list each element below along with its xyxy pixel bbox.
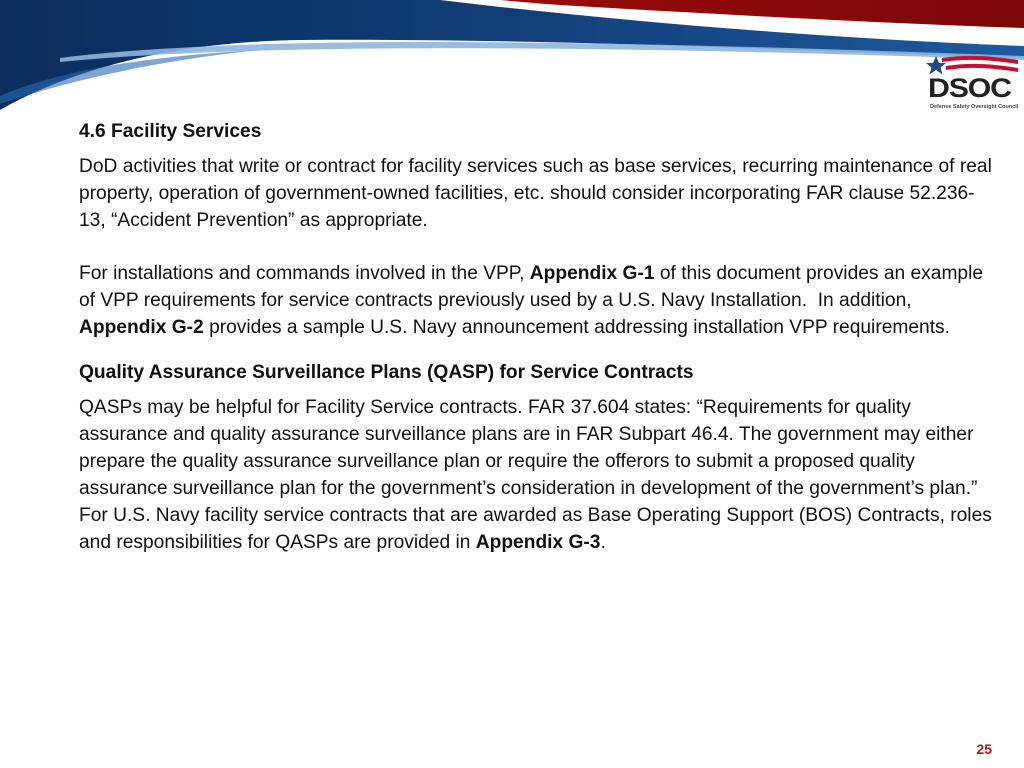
facility-services-paragraph: DoD activities that write or contract for facility services such as base services, recurring maintenance of real property, operation of government-owned facilities, etc. should consider incorporating FAR clause 52.236-13, “Accident Prevention” as appropriate.: [79, 156, 992, 231]
logo-text: DSOC: [928, 73, 1011, 103]
vpp-text-3: provides a sample U.S. Navy announcement addressing installation VPP requirements.: [203, 317, 950, 338]
vpp-text-2: of this document provides an example of VPP requirements for service contracts previously used by a U.S. Navy Installation. In addition,: [79, 263, 984, 311]
logo-subtitle: Defense Safety Oversight Council: [930, 104, 1019, 110]
appendix-g2-ref: Appendix G-2: [79, 317, 204, 338]
vpp-text-1: For installations and commands involved in the VPP,: [79, 263, 530, 284]
appendix-g1-ref: Appendix G-1: [529, 263, 655, 284]
qasp-text-2: .: [600, 532, 606, 553]
section-heading-qasp: Quality Assurance Surveillance Plans (QASP) for Service Contracts: [79, 362, 694, 383]
appendix-g3-ref: Appendix G-3: [475, 532, 601, 553]
header-banner: [0, 0, 1024, 120]
qasp-text-1: QASPs may be helpful for Facility Service contracts. FAR 37.604 states: “Requirements for quality assurance and quality assurance surveillance plans are in FAR Subpart 46.4. The government may either prepare the quality assurance surveillance plan or require the offerors to submit a proposed quality assurance surveillance plan for the government’s consideration in development of the government’s plan.” For U.S. Navy facility service contracts that are awarded as Base Operating Support (BOS) Contracts, roles and responsibilities for QASPs are provided in: [79, 397, 992, 553]
qasp-paragraph: [79, 394, 999, 556]
section-heading-facility-services: 4.6 Facility Services: [79, 121, 262, 142]
slide-content: [79, 118, 999, 556]
vpp-paragraph: [79, 260, 999, 341]
page-number: 25: [976, 741, 992, 757]
